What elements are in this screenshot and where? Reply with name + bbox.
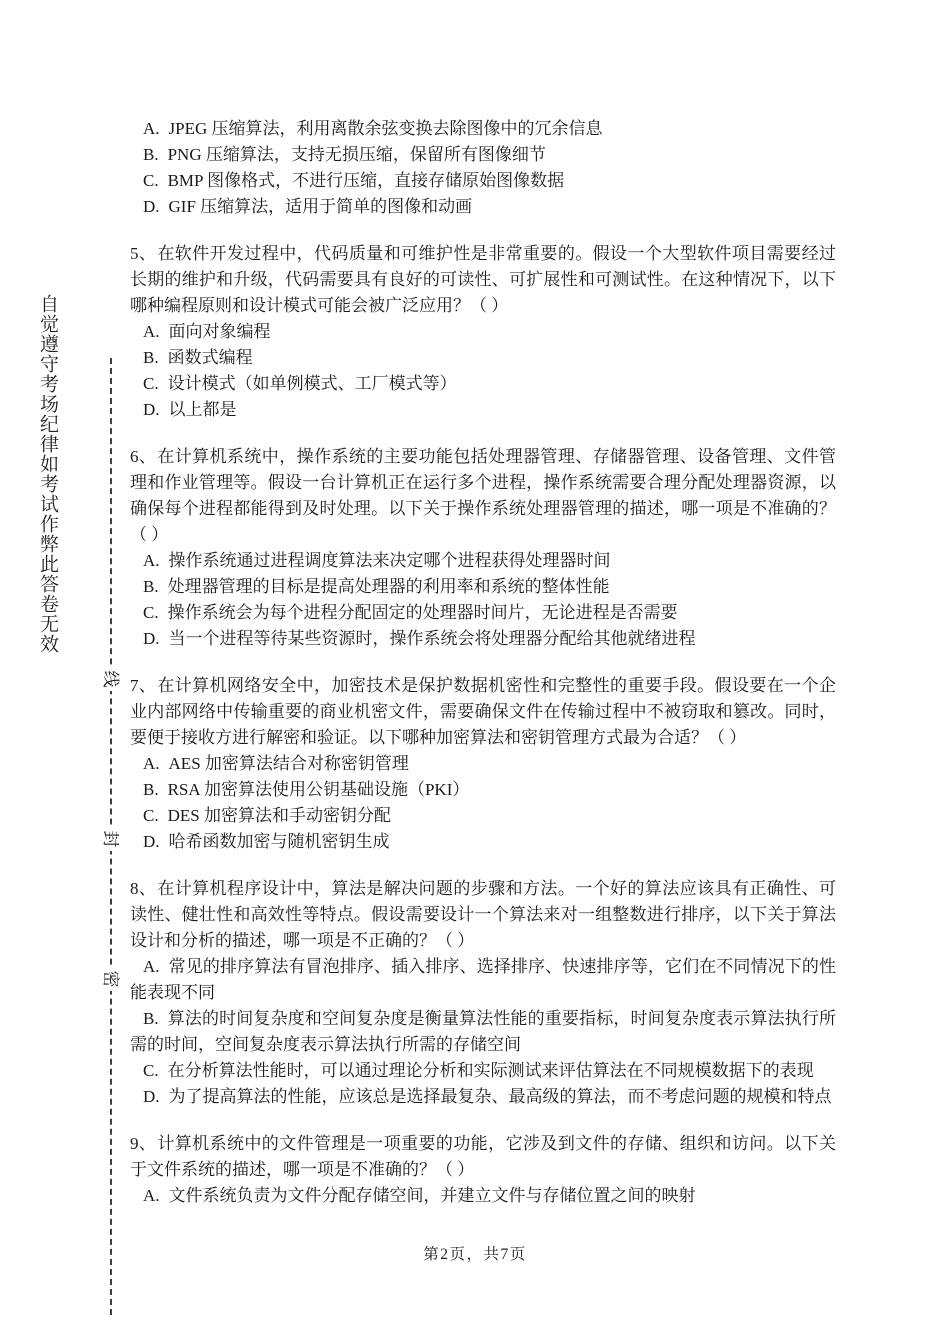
option-text: BMP 图像格式，不进行压缩，直接存储原始图像数据 bbox=[167, 171, 565, 190]
exam-content bbox=[130, 116, 836, 1230]
seal-dashed-line bbox=[101, 358, 121, 1315]
option-text: 哈希函数加密与随机密钥生成 bbox=[168, 832, 390, 851]
option-text: 设计模式（如单例模式、工厂模式等） bbox=[167, 374, 457, 393]
option-label: D. bbox=[143, 400, 160, 419]
option-row bbox=[130, 574, 836, 600]
option-label: D. bbox=[143, 1087, 160, 1106]
question-number: 6、 bbox=[130, 447, 157, 466]
option-text: GIF 压缩算法，适用于简单的图像和动画 bbox=[168, 197, 473, 216]
option-text: PNG 压缩算法，支持无损压缩，保留所有图像细节 bbox=[167, 145, 546, 164]
option-label: A. bbox=[143, 1186, 160, 1205]
option-label: B. bbox=[143, 145, 159, 164]
seal-char-mi: 密 bbox=[98, 967, 128, 991]
option-label: A. bbox=[143, 322, 160, 341]
option-label: D. bbox=[143, 629, 160, 648]
option-row bbox=[130, 954, 836, 1006]
option-label: D. bbox=[143, 197, 160, 216]
option-text: DES 加密算法和手动密钥分配 bbox=[167, 806, 391, 825]
option-row bbox=[130, 803, 836, 829]
question-6 bbox=[130, 444, 836, 652]
page-footer: 第2页，共7页 bbox=[423, 1246, 527, 1263]
option-label: C. bbox=[143, 603, 159, 622]
question-stem bbox=[130, 444, 836, 548]
option-row bbox=[130, 319, 836, 345]
question-stem bbox=[130, 241, 836, 319]
option-row bbox=[130, 548, 836, 574]
option-label: D. bbox=[143, 832, 160, 851]
option-label: A. bbox=[143, 754, 160, 773]
option-row bbox=[130, 777, 836, 803]
question-stem-text: 在软件开发过程中，代码质量和可维护性是非常重要的。假设一个大型软件项目需要经过长期的维护和升级，代码需要具有良好的可读性、可扩展性和可测试性。在这种情况下，以下哪种编程原则和设计模式可能会被广泛应用？（ ） bbox=[130, 244, 837, 315]
option-text: JPEG 压缩算法，利用离散余弦变换去除图像中的冗余信息 bbox=[168, 119, 603, 138]
option-label: B. bbox=[143, 780, 159, 799]
option-text: 以上都是 bbox=[168, 400, 237, 419]
question-stem bbox=[130, 673, 836, 751]
option-row bbox=[130, 116, 836, 142]
option-row bbox=[130, 371, 836, 397]
option-row bbox=[130, 168, 836, 194]
option-row bbox=[130, 1183, 836, 1209]
option-text: 处理器管理的目标是提高处理器的利用率和系统的整体性能 bbox=[167, 577, 610, 596]
question-5 bbox=[130, 241, 836, 423]
option-label: B. bbox=[143, 577, 159, 596]
question-stem bbox=[130, 876, 836, 954]
option-row bbox=[130, 142, 836, 168]
option-row bbox=[130, 600, 836, 626]
option-row bbox=[130, 1058, 836, 1084]
option-label: C. bbox=[143, 806, 159, 825]
option-text: 面向对象编程 bbox=[168, 322, 271, 341]
option-text: RSA 加密算法使用公钥基础设施（PKI） bbox=[167, 780, 470, 799]
question-stem-text: 在计算机程序设计中，算法是解决问题的步骤和方法。一个好的算法应该具有正确性、可读性、健壮性和高效性等特点。假设需要设计一个算法来对一组整数进行排序，以下关于算法设计和分析的描述，哪一项是不正确的？（ ） bbox=[130, 879, 837, 950]
option-row bbox=[130, 626, 836, 652]
option-text: 为了提高算法的性能，应该总是选择最复杂、最高级的算法，而不考虑问题的规模和特点 bbox=[168, 1087, 832, 1106]
question-number: 5、 bbox=[130, 244, 157, 263]
option-label: B. bbox=[143, 1009, 159, 1028]
option-text: 文件系统负责为文件分配存储空间，并建立文件与存储位置之间的映射 bbox=[168, 1186, 696, 1205]
option-text: AES 加密算法结合对称密钥管理 bbox=[168, 754, 409, 773]
option-label: A. bbox=[143, 957, 160, 976]
option-label: C. bbox=[143, 171, 159, 190]
seal-char-xian: 线 bbox=[98, 667, 128, 691]
option-text: 在分析算法性能时，可以通过理论分析和实际测试来评估算法在不同规模数据下的表现 bbox=[167, 1061, 814, 1080]
option-row bbox=[130, 829, 836, 855]
option-row bbox=[130, 194, 836, 220]
option-label: A. bbox=[143, 551, 160, 570]
option-text: 算法的时间复杂度和空间复杂度是衡量算法性能的重要指标，时间复杂度表示算法执行所需的时间，空间复杂度表示算法执行所需的存储空间 bbox=[130, 1009, 836, 1054]
question-stem-text: 在计算机网络安全中，加密技术是保护数据机密性和完整性的重要手段。假设要在一个企业内部网络中传输重要的商业机密文件，需要确保文件在传输过程中不被窃取和篡改。同时，要便于接收方进行解密和验证。以下哪种加密算法和密钥管理方式最为合适？（ ） bbox=[130, 676, 837, 747]
option-text: 操作系统会为每个进程分配固定的处理器时间片，无论进程是否需要 bbox=[167, 603, 678, 622]
question-4-options bbox=[130, 116, 836, 220]
question-stem-text: 在计算机系统中，操作系统的主要功能包括处理器管理、存储器管理、设备管理、文件管理和作业管理等。假设一台计算机正在运行多个进程，操作系统需要合理分配处理器资源，以确保每个进程都能得到及时处理。以下关于操作系统处理器管理的描述，哪一项是不准确的？（ ） bbox=[130, 447, 837, 544]
option-row bbox=[130, 751, 836, 777]
option-label: C. bbox=[143, 374, 159, 393]
option-label: A. bbox=[143, 119, 160, 138]
seal-char-feng: 封 bbox=[98, 827, 128, 851]
exam-discipline-notice: 自觉遵守考场纪律如考试作弊此答卷无效 bbox=[37, 294, 58, 654]
option-text: 当一个进程等待某些资源时，操作系统会将处理器分配给其他就绪进程 bbox=[168, 629, 696, 648]
question-stem bbox=[130, 1131, 836, 1183]
question-number: 9、 bbox=[130, 1134, 157, 1153]
option-row bbox=[130, 345, 836, 371]
option-row bbox=[130, 1006, 836, 1058]
option-row bbox=[130, 1084, 836, 1110]
question-stem-text: 计算机系统中的文件管理是一项重要的功能，它涉及到文件的存储、组织和访问。以下关于文件系统的描述，哪一项是不准确的？（ ） bbox=[130, 1134, 837, 1179]
option-text: 函数式编程 bbox=[167, 348, 253, 367]
question-number: 7、 bbox=[130, 676, 157, 695]
question-8 bbox=[130, 876, 836, 1110]
option-row bbox=[130, 397, 836, 423]
option-label: B. bbox=[143, 348, 159, 367]
option-text: 常见的排序算法有冒泡排序、插入排序、选择排序、快速排序等，它们在不同情况下的性能表现不同 bbox=[130, 957, 836, 1002]
question-7 bbox=[130, 673, 836, 855]
question-number: 8、 bbox=[130, 879, 157, 898]
option-label: C. bbox=[143, 1061, 159, 1080]
option-text: 操作系统通过进程调度算法来决定哪个进程获得处理器时间 bbox=[168, 551, 611, 570]
question-9 bbox=[130, 1131, 836, 1209]
